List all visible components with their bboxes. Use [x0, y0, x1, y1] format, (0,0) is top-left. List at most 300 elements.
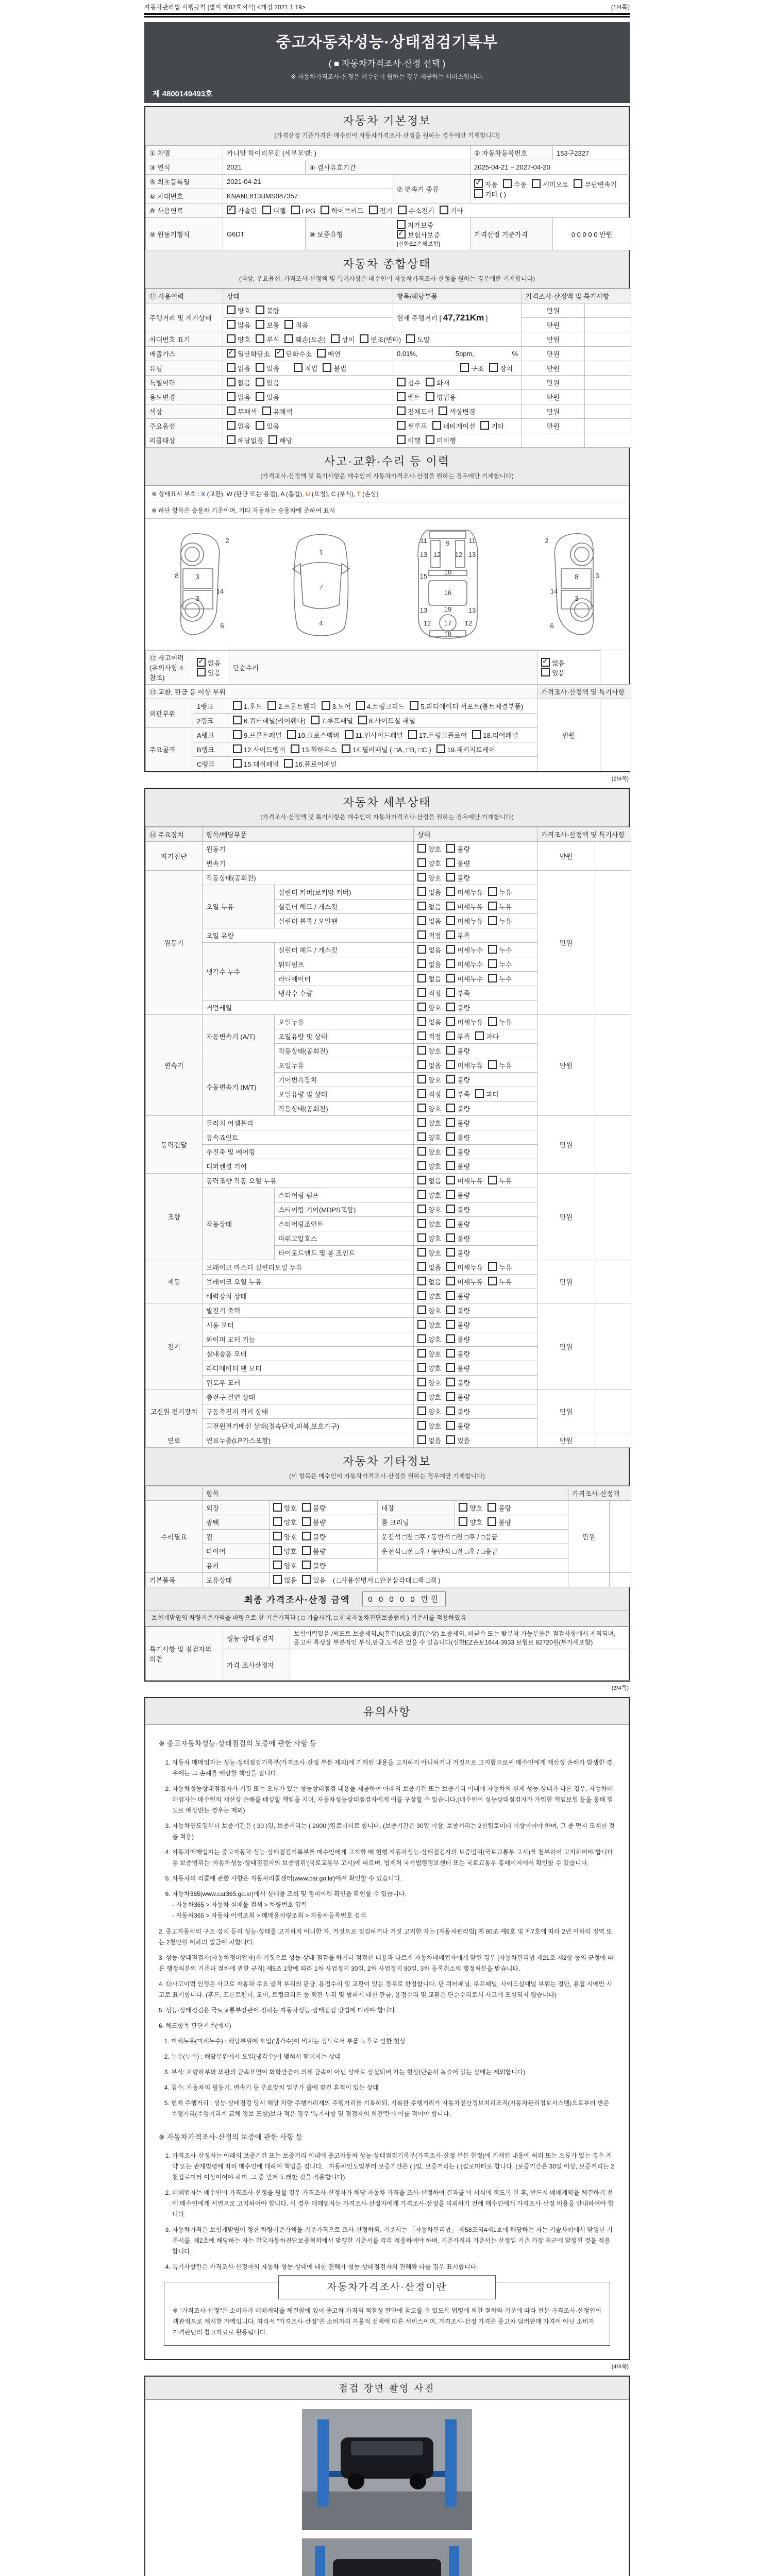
- checkbox[interactable]: [331, 334, 340, 343]
- checkbox[interactable]: [227, 349, 236, 358]
- checkbox-label: 미세누유: [457, 918, 483, 925]
- checkbox-option: [417, 1147, 441, 1157]
- checkbox-label: 미세누유: [457, 1264, 483, 1272]
- checkbox[interactable]: [417, 1262, 426, 1271]
- item-label: 오일유량 및 상태: [275, 1087, 414, 1101]
- checkbox[interactable]: [408, 730, 417, 739]
- item-label: 실린더 헤드 / 개스킷: [275, 943, 414, 957]
- checkbox[interactable]: [227, 378, 236, 386]
- checkbox[interactable]: [446, 916, 455, 925]
- checkbox[interactable]: [460, 363, 469, 372]
- overall-header: [145, 250, 629, 289]
- state-options: [223, 376, 393, 390]
- item-label: 디퍼렌셜 기어: [203, 1159, 414, 1174]
- checkbox[interactable]: [446, 1190, 455, 1199]
- checkbox[interactable]: [397, 378, 406, 386]
- checkbox[interactable]: [417, 1104, 426, 1112]
- checkbox[interactable]: [488, 1503, 496, 1512]
- checkbox[interactable]: [488, 945, 497, 954]
- checkbox-label: 미세누유: [457, 889, 483, 896]
- checkbox[interactable]: [488, 959, 497, 968]
- checkbox[interactable]: [446, 887, 455, 896]
- checkbox[interactable]: [440, 206, 448, 214]
- checkbox-label: 양호: [428, 1076, 442, 1084]
- checkbox[interactable]: [446, 1003, 455, 1011]
- checkbox[interactable]: [417, 988, 426, 997]
- checkbox[interactable]: [273, 1517, 282, 1526]
- checkbox[interactable]: [488, 1262, 497, 1271]
- checkbox[interactable]: [417, 1161, 426, 1170]
- remark-cell: [595, 1390, 631, 1433]
- checkbox-label: 없음: [428, 889, 442, 896]
- tire-position-options: 운전석 □전 □후 / 동반석 □전 □후 / □응급: [378, 1530, 568, 1544]
- checkbox-option: [256, 392, 279, 402]
- panel-item-label: 14.필러패널 ( □A, □B, □C ): [352, 746, 431, 754]
- checkbox[interactable]: [475, 1031, 484, 1040]
- checkbox[interactable]: [273, 1561, 282, 1569]
- checkbox[interactable]: [273, 1546, 282, 1555]
- part-options: [393, 419, 522, 433]
- checkbox[interactable]: [417, 1233, 426, 1242]
- checkbox-option: [446, 1349, 470, 1359]
- checkbox[interactable]: [273, 1503, 282, 1512]
- checkbox[interactable]: [227, 320, 236, 329]
- checkbox[interactable]: [406, 334, 415, 343]
- remark-cell: [585, 303, 631, 318]
- checkbox[interactable]: [446, 1046, 455, 1055]
- checkbox[interactable]: [488, 1060, 497, 1069]
- checkbox[interactable]: [446, 1277, 455, 1285]
- checkbox[interactable]: [532, 179, 541, 188]
- checkbox-option: [488, 1262, 512, 1272]
- checkbox[interactable]: [446, 858, 455, 867]
- notice-block2-list: [159, 2150, 615, 2273]
- car-name-label: ① 차명: [146, 146, 223, 160]
- fuel-options: [223, 204, 631, 218]
- checkbox-label: 양호: [428, 1336, 442, 1344]
- checkbox-option: [302, 1503, 326, 1513]
- detail-header: [145, 789, 629, 827]
- checkbox[interactable]: [417, 1176, 426, 1184]
- photo-box: [144, 2376, 630, 2576]
- checkbox[interactable]: [227, 392, 236, 401]
- checkbox[interactable]: [233, 744, 242, 753]
- checkbox[interactable]: [227, 363, 236, 372]
- checkbox[interactable]: [397, 421, 406, 430]
- checkbox[interactable]: [417, 1060, 426, 1069]
- checkbox[interactable]: [256, 421, 264, 430]
- checkbox[interactable]: [397, 392, 406, 401]
- checkbox[interactable]: [268, 435, 277, 444]
- checkbox[interactable]: [417, 1147, 426, 1156]
- checkbox[interactable]: [446, 1378, 455, 1386]
- checkbox[interactable]: [446, 1392, 455, 1401]
- checkbox-option: [446, 1190, 470, 1200]
- checkbox[interactable]: [446, 1176, 455, 1184]
- checkbox[interactable]: [317, 349, 326, 358]
- checkbox[interactable]: [446, 1147, 455, 1156]
- checkbox-label: 양호: [428, 1105, 442, 1113]
- etc-col-price: 가격조사·산정액: [568, 1486, 631, 1501]
- checkbox[interactable]: [417, 1248, 426, 1257]
- section-box-2: [144, 788, 630, 1682]
- item-state-options: [414, 1231, 537, 1246]
- checkbox[interactable]: [311, 716, 320, 724]
- item-label: 작동상태(공회전): [275, 1044, 414, 1058]
- checkbox[interactable]: [446, 1248, 455, 1257]
- checkbox[interactable]: [197, 658, 206, 667]
- checkbox[interactable]: [488, 1517, 496, 1526]
- checkbox-label: 없음: [428, 1062, 442, 1070]
- warranty-label: ⑩ 보증유형: [306, 218, 393, 250]
- checkbox-label: 일산화탄소: [238, 350, 270, 358]
- checkbox[interactable]: [302, 1575, 311, 1584]
- item-label: 라디에이터 팬 모터: [203, 1361, 414, 1376]
- checkbox[interactable]: [262, 406, 271, 415]
- checkbox-option: [302, 1561, 326, 1570]
- state-code-W: W: [226, 490, 232, 498]
- checkbox[interactable]: [417, 1435, 426, 1444]
- checkbox[interactable]: [273, 1575, 282, 1584]
- checkbox[interactable]: [397, 230, 406, 239]
- checkbox[interactable]: [446, 1205, 455, 1213]
- inspector-label: 성능·상태점검자: [223, 1627, 290, 1649]
- checkbox-label: 적정: [428, 932, 442, 940]
- checkbox[interactable]: [474, 189, 483, 198]
- checkbox[interactable]: [426, 392, 434, 401]
- checkbox[interactable]: [256, 392, 264, 401]
- item-label: 스티어링 기어(MDPS포함): [275, 1202, 414, 1217]
- checkbox[interactable]: [417, 930, 426, 939]
- checkbox[interactable]: [417, 1075, 426, 1083]
- checkbox[interactable]: [417, 945, 426, 954]
- usage-mileage-label: 주행거리 및 계기상태: [146, 303, 223, 332]
- checkbox[interactable]: [446, 1132, 455, 1141]
- checkbox[interactable]: [275, 349, 284, 358]
- checkbox[interactable]: [417, 844, 426, 853]
- checkbox[interactable]: [426, 378, 434, 386]
- checkbox[interactable]: [360, 334, 368, 343]
- checkbox[interactable]: [446, 902, 455, 910]
- checkbox-label: 매연: [328, 350, 341, 358]
- notice-item: 4. 자동차매매업자는 중고자동차 성능·상태점검기록부를 매수인에게 고지할 때 현행 자동차성능·상태점검자의 보증범위(국토교통부 고시)를 첨부하여 고지하여야 합니다. 동 보증범위는 '자동차성능·상태점검자의 보증범위'(국토교통부 고시)에 따르며, 법제처 국가법령정보센터 또는 국토교통부 홈페이지에서 확인할 수 있습니다.: [172, 1847, 615, 1869]
- checkbox[interactable]: [446, 1017, 455, 1026]
- checkbox[interactable]: [459, 1503, 467, 1512]
- device-label: 자기진단: [146, 842, 203, 871]
- checkbox[interactable]: [446, 930, 455, 939]
- checkbox[interactable]: [541, 658, 550, 667]
- checkbox-option: [417, 1262, 441, 1272]
- checkbox[interactable]: [302, 1532, 311, 1540]
- checkbox[interactable]: [446, 844, 455, 853]
- checkbox[interactable]: [369, 206, 378, 214]
- checkbox[interactable]: [256, 334, 264, 343]
- checkbox-option: [360, 334, 401, 344]
- checkbox[interactable]: [488, 887, 497, 896]
- panel-item: [342, 744, 431, 754]
- checkbox[interactable]: [426, 435, 434, 444]
- panel-number: 12: [424, 619, 431, 627]
- checkbox[interactable]: [488, 902, 497, 910]
- checkbox[interactable]: [417, 974, 426, 982]
- checkbox[interactable]: [432, 421, 441, 430]
- checkbox-option: [574, 179, 617, 189]
- checkbox-label: 불법: [333, 365, 347, 372]
- checkbox[interactable]: [488, 1017, 497, 1026]
- checkbox[interactable]: [227, 435, 236, 444]
- checkbox-label: 불량: [457, 1293, 470, 1300]
- checkbox[interactable]: [417, 959, 426, 968]
- overall-sub: (색상, 주요옵션, 가격조사·산정액 및 특기사항은 매수인이 자동차가격조사·산정을 원하는 경우에만 기재합니다): [239, 275, 535, 282]
- checkbox[interactable]: [489, 363, 498, 372]
- checkbox-label: 불량: [457, 1235, 470, 1243]
- checkbox[interactable]: [417, 1190, 426, 1199]
- checkbox-option: [488, 1176, 512, 1185]
- amount-cell: 만원: [537, 1260, 595, 1303]
- amount-cell: 만원: [537, 842, 595, 871]
- checkbox[interactable]: [284, 320, 293, 329]
- panel-item-label: 7.루프패널: [321, 717, 354, 725]
- checkbox[interactable]: [410, 701, 418, 710]
- checkbox-label: 누유: [499, 889, 512, 896]
- panel-item-label: 6.쿼터패널(리어휀다): [244, 717, 306, 725]
- checkbox[interactable]: [397, 435, 406, 444]
- checkbox[interactable]: [436, 744, 445, 753]
- checkbox[interactable]: [488, 974, 497, 982]
- checkbox[interactable]: [459, 1517, 467, 1526]
- checkbox[interactable]: [417, 1118, 426, 1127]
- checkbox[interactable]: [302, 1503, 311, 1512]
- checkbox[interactable]: [446, 1104, 455, 1112]
- checkbox[interactable]: [323, 363, 331, 372]
- checkbox[interactable]: [417, 1046, 426, 1055]
- checkbox[interactable]: [284, 759, 293, 768]
- checkbox[interactable]: [446, 1075, 455, 1083]
- checkbox[interactable]: [256, 378, 264, 386]
- checkbox[interactable]: [417, 1277, 426, 1285]
- checkbox[interactable]: [256, 306, 264, 314]
- form-reference: 자동차관리법 시행규칙 [별지 제82호서식] <개정 2021.1.19>: [144, 4, 306, 11]
- checkbox[interactable]: [488, 916, 497, 925]
- checkbox[interactable]: [417, 1219, 426, 1228]
- checkbox[interactable]: [417, 1421, 426, 1430]
- checkbox[interactable]: [417, 887, 426, 896]
- checkbox[interactable]: [446, 1262, 455, 1271]
- remark-cell: [585, 419, 631, 433]
- amount-cell: 만원: [522, 361, 585, 376]
- checkbox[interactable]: [480, 421, 489, 430]
- checkbox-label: 부식: [266, 336, 280, 344]
- usage-row-label: 특별이력: [146, 376, 223, 390]
- checkbox[interactable]: [446, 1291, 455, 1300]
- checkbox[interactable]: [446, 1435, 455, 1444]
- panel-number: 7: [319, 583, 323, 591]
- checkbox[interactable]: [233, 730, 242, 739]
- remark-cell: [595, 842, 631, 871]
- checkbox[interactable]: [417, 1334, 426, 1343]
- checkbox[interactable]: [417, 1378, 426, 1386]
- checkbox[interactable]: [294, 363, 303, 372]
- checkbox[interactable]: [439, 406, 447, 415]
- checkbox[interactable]: [417, 1089, 426, 1098]
- checkbox[interactable]: [503, 179, 512, 188]
- service-note: ※ 자동차가격조사·산정은 매수인이 원하는 경우 제공하는 서비스입니다.: [291, 73, 483, 80]
- checkbox[interactable]: [446, 1306, 455, 1314]
- checkbox[interactable]: [356, 701, 365, 710]
- checkbox[interactable]: [446, 1031, 455, 1040]
- panel-item: [356, 701, 405, 711]
- checkbox[interactable]: [446, 974, 455, 982]
- checkbox[interactable]: [446, 988, 455, 997]
- checkbox[interactable]: [284, 334, 293, 343]
- accident-header: [145, 448, 629, 486]
- checkbox[interactable]: [417, 1349, 426, 1358]
- panel-item: [233, 730, 282, 740]
- checkbox-option: [488, 945, 512, 955]
- checkbox[interactable]: [417, 1031, 426, 1040]
- checkbox[interactable]: [446, 1060, 455, 1069]
- checkbox[interactable]: [342, 744, 350, 753]
- checkbox[interactable]: [446, 1406, 455, 1415]
- checkbox[interactable]: [417, 902, 426, 910]
- checkbox[interactable]: [397, 406, 406, 415]
- checkbox[interactable]: [267, 701, 276, 710]
- panel-item: [410, 701, 523, 711]
- checkbox[interactable]: [256, 363, 264, 372]
- checkbox[interactable]: [417, 916, 426, 925]
- checkbox[interactable]: [446, 1349, 455, 1358]
- checkbox-option: [417, 858, 441, 868]
- checkbox[interactable]: [446, 873, 455, 882]
- checkbox[interactable]: [302, 1546, 311, 1555]
- checkbox-option: [417, 1176, 441, 1185]
- checkbox[interactable]: [417, 858, 426, 867]
- checkbox[interactable]: [322, 701, 330, 710]
- checkbox-option: [417, 1248, 441, 1258]
- checkbox-option: [417, 1219, 441, 1229]
- checkbox-label: 누유: [499, 903, 512, 911]
- detail-col-state: 상태: [414, 827, 537, 842]
- checkbox[interactable]: [541, 668, 550, 676]
- checkbox-label: 양호: [428, 1163, 442, 1171]
- checkbox-option: [417, 1306, 441, 1315]
- checkbox[interactable]: [302, 1561, 311, 1569]
- checkbox-label: 있음: [266, 422, 280, 430]
- checkbox-option: [432, 421, 476, 431]
- checkbox[interactable]: [472, 730, 481, 739]
- checkbox[interactable]: [446, 1233, 455, 1242]
- checkbox[interactable]: [227, 406, 236, 415]
- checkbox[interactable]: [475, 1089, 484, 1098]
- notice-outer-item: 5. 성능·상태점검은 국토교통부장관이 정하는 자동차성능·상태점검 방법에 따라야 합니다.: [159, 2006, 397, 2014]
- checkbox[interactable]: [446, 959, 455, 968]
- checkbox[interactable]: [417, 1320, 426, 1329]
- remark-cell: [585, 390, 631, 404]
- checkbox[interactable]: [446, 1118, 455, 1127]
- checkbox[interactable]: [197, 668, 206, 676]
- notice-subline: - 자동차365 > 자동차 실매물 검색 > 차량번호 입력: [172, 1901, 307, 1908]
- checkbox[interactable]: [417, 1205, 426, 1213]
- basic-info-title: 자동차 기본정보: [343, 114, 431, 127]
- checkbox-label: 기타: [491, 422, 505, 430]
- checkbox[interactable]: [358, 716, 367, 724]
- state-code-desc: (교환),: [205, 490, 227, 498]
- checkbox-label: 양호: [428, 1192, 442, 1199]
- checkbox-label: 양호: [428, 1307, 442, 1315]
- checkbox-option: [488, 1503, 511, 1513]
- checkbox[interactable]: [417, 1003, 426, 1011]
- checkbox[interactable]: [321, 206, 329, 214]
- checkbox[interactable]: [262, 206, 271, 214]
- checkbox[interactable]: [446, 1421, 455, 1430]
- checkbox[interactable]: [417, 1392, 426, 1401]
- etc-item-label: 룸 크리닝: [378, 1515, 455, 1530]
- checkbox[interactable]: [291, 744, 299, 753]
- checkbox[interactable]: [474, 179, 483, 188]
- checkbox[interactable]: [446, 1334, 455, 1343]
- checkbox[interactable]: [291, 206, 300, 214]
- checkbox[interactable]: [417, 1363, 426, 1372]
- checkbox-label: 없음: [428, 1278, 442, 1286]
- checkbox[interactable]: [302, 1517, 311, 1526]
- checkbox-option: [426, 435, 456, 445]
- checkbox[interactable]: [446, 1363, 455, 1372]
- checkbox-option: [417, 1031, 441, 1041]
- etc-item-options: [270, 1544, 378, 1558]
- checkbox[interactable]: [233, 701, 242, 710]
- checkbox-option: [262, 206, 286, 215]
- photo-area: [145, 2400, 629, 2576]
- checkbox[interactable]: [398, 206, 407, 214]
- checkbox[interactable]: [345, 730, 354, 739]
- checkbox[interactable]: [256, 320, 264, 329]
- checkbox[interactable]: [446, 1161, 455, 1170]
- checkbox-label: 있음: [266, 394, 280, 401]
- checkbox[interactable]: [227, 206, 236, 214]
- checkbox[interactable]: [446, 1089, 455, 1098]
- inspection-period-value: 2025-04-21 ~ 2027-04-20: [470, 160, 631, 175]
- checkbox[interactable]: [227, 306, 236, 314]
- checkbox[interactable]: [417, 1017, 426, 1026]
- checkbox[interactable]: [417, 1406, 426, 1415]
- checkbox[interactable]: [446, 945, 455, 954]
- checkbox[interactable]: [417, 1306, 426, 1314]
- checkbox-option: [397, 230, 440, 240]
- checkbox[interactable]: [488, 1176, 497, 1184]
- checkbox-option: [417, 873, 441, 883]
- checkbox-option: [417, 959, 441, 969]
- checkbox[interactable]: [227, 334, 236, 343]
- checkbox[interactable]: [287, 730, 296, 739]
- checkbox[interactable]: [446, 1320, 455, 1329]
- checkbox[interactable]: [417, 1132, 426, 1141]
- checkbox-label: 양호: [428, 1394, 442, 1401]
- checkbox-label: 양호: [284, 1562, 297, 1570]
- item-label: 등속죠인트: [203, 1130, 414, 1145]
- checkbox[interactable]: [417, 873, 426, 882]
- checkbox[interactable]: [488, 1277, 497, 1285]
- checkbox[interactable]: [417, 1291, 426, 1300]
- checkbox[interactable]: [233, 716, 242, 724]
- checkbox-label: 누유: [499, 1264, 512, 1272]
- checkbox[interactable]: [397, 220, 406, 229]
- checkbox[interactable]: [446, 1219, 455, 1228]
- checkbox-option: [417, 1132, 441, 1142]
- checkbox[interactable]: [227, 421, 236, 430]
- checkbox[interactable]: [233, 759, 242, 768]
- checkbox[interactable]: [273, 1532, 282, 1540]
- checkbox[interactable]: [574, 179, 582, 188]
